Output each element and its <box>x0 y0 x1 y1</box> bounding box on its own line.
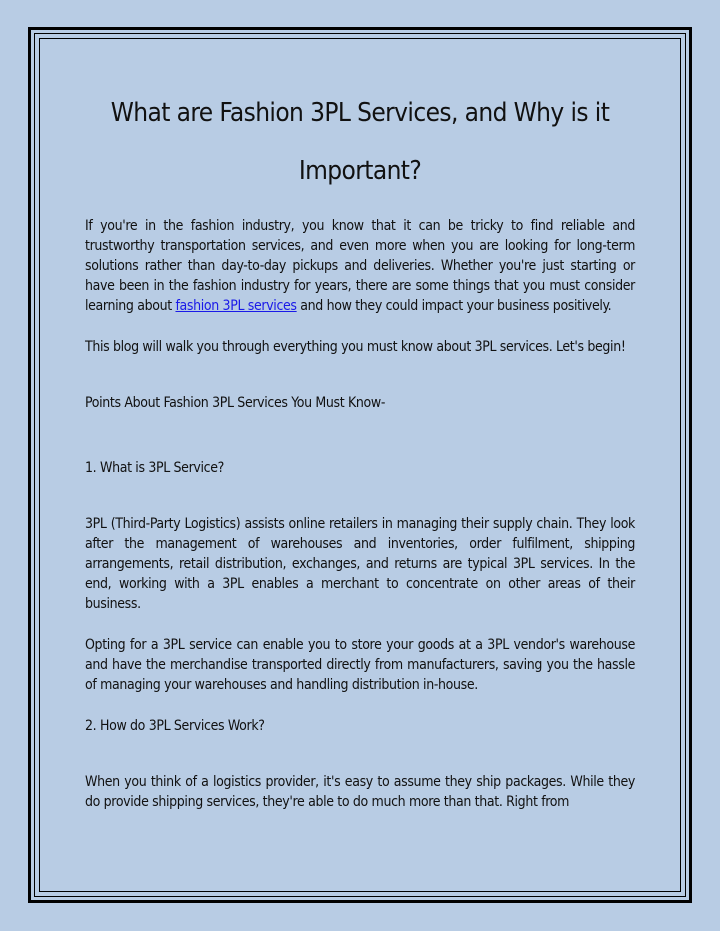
section2-paragraph-1: When you think of a logistics provider, it's easy to assume they ship packages. While they do provide shipping services, they're able to do much more than that. Right from <box>85 774 635 810</box>
section1-paragraph-1: 3PL (Third-Party Logistics) assists online retailers in managing their supply chain. They look after the management of warehouses and inventories, order fulfilment, shipping arrangements, retail distribution, exchanges, and returns are typical 3PL services. In the end, working with a 3PL enables a merchant to concentrate on other areas of their business. <box>85 516 635 612</box>
blog-intro-paragraph: This blog will walk you through everything you must know about 3PL services. Let's begin! <box>85 339 626 355</box>
fashion-3pl-services-link[interactable]: fashion 3PL services <box>175 298 297 314</box>
article <box>85 84 635 812</box>
intro-paragraph <box>85 216 635 316</box>
section2-heading: 2. How do 3PL Services Work? <box>85 718 265 734</box>
intro-text-after-link: and how they could impact your business positively. <box>296 298 612 314</box>
intro-text-before-link: If you're in the fashion industry, you know that it can be tricky to find reliable and trustworthy transportation services, and even more when you are looking for long-term solutions rather than day-to-day pickups and deliveries. Whether you're just starting or have been in the fashion industry for years, there are some things that you must consider learning about <box>85 218 635 314</box>
article-title: What are Fashion 3PL Services, and Why is it Important? <box>110 98 610 186</box>
section1-paragraph-2: Opting for a 3PL service can enable you to store your goods at a 3PL vendor's warehouse and have the merchandise transported directly from manufacturers, saving you the hassle of managing your warehouses and handling distribution in-house. <box>85 637 635 693</box>
points-heading: Points About Fashion 3PL Services You Must Know- <box>85 395 386 411</box>
section1-heading: 1. What is 3PL Service? <box>85 460 224 476</box>
